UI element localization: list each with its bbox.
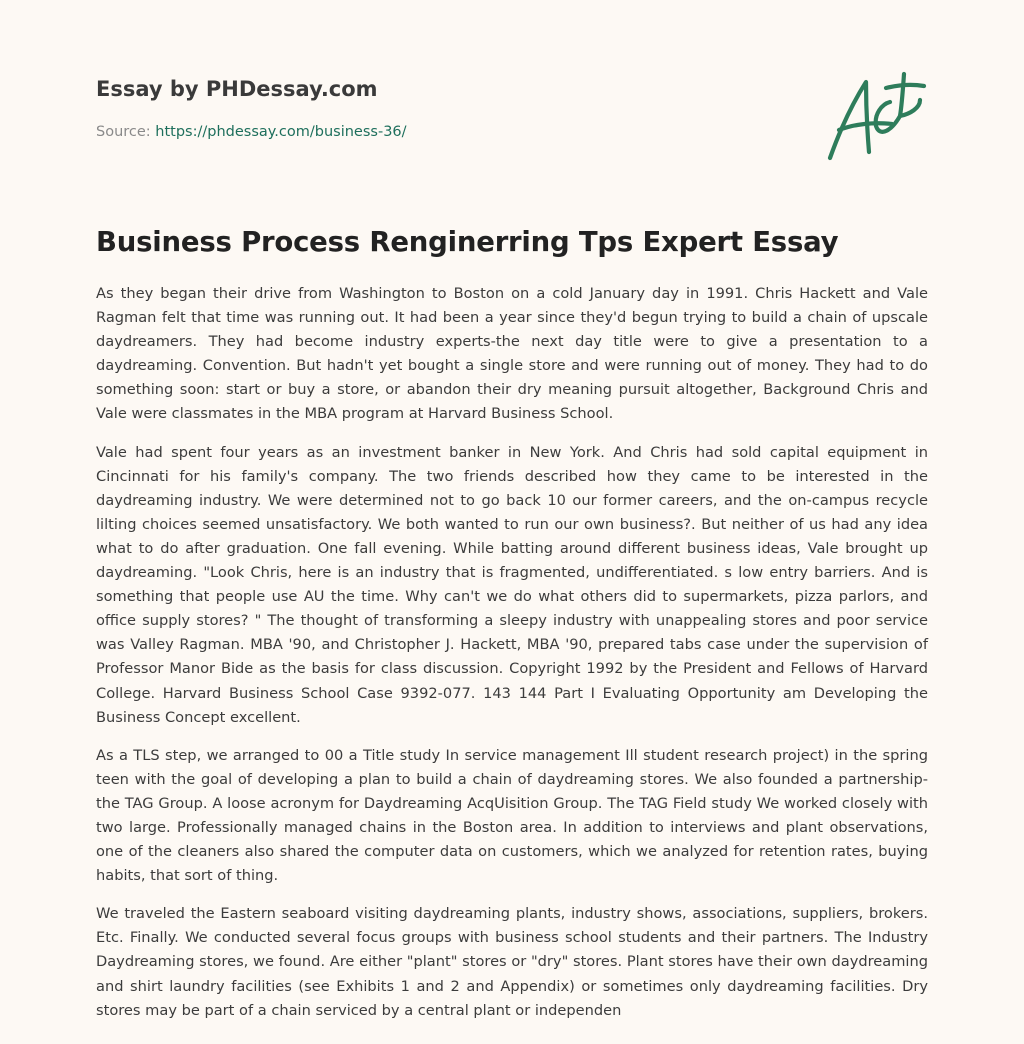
essay-paragraph: Vale had spent four years as an investment banker in New York. And Chris had sold capital equipment in Cincinnati for his family's company. The two friends described how they came to be interested in the daydreaming industry. We were determined not to go back 10 our former careers, and the on-campus recycle lilting choices seemed unsatisfactory. We both wanted to run our own business?. But neither of us had any idea what to do after graduation. One fall evening. While batting around different business ideas, Vale brought up daydreaming. "Look Chris, here is an industry that is fragmented, undifferentiated. s low entry barriers. And is something that people use AU the time. Why can't we do what others did to supermarkets, pizza parlors, and office supply stores? " The thought of transforming a sleepy industry with unappealing stores and poor service was Valley Ragman. MBA '90, and Christopher J. Hackett, MBA '90, prepared tabs case under the supervision of Professor Manor Bide as the basis for class discussion. Copyright 1992 by the President and Fellows of Harvard College. Harvard Business School Case 9392-077. 143 144 Part I Evaluating Opportunity am Developing the Business Concept excellent. [96, 443, 928, 726]
source-link[interactable]: https://phdessay.com/business-36/ [155, 124, 407, 140]
source-line [96, 124, 407, 140]
source-label: Source: [96, 124, 156, 140]
a-plus-logo [822, 68, 928, 164]
essay-paragraph: As they began their drive from Washington to Boston on a cold January day in 1991. Chris Hackett and Vale Ragman felt that time was running out. It had been a year since they'd begun trying to build a chain of upscale daydreamers. They had become industry experts-the next day title were to give a presentation to a daydreaming. Convention. But hadn't yet bought a single store and were running out of money. They had to do something soon: start or buy a store, or abandon their dry meaning pursuit altogether, Background Chris and Vale were classmates in the MBA program at Harvard Business School. [96, 285, 928, 423]
essay-body [96, 282, 928, 1037]
essay-paragraph: As a TLS step, we arranged to 00 a Title study In service management Ill student research project) in the spring teen with the goal of developing a plan to build a chain of daydreaming stores. We also founded a partnership-the TAG Group. A loose acronym for Daydreaming AcqUisition Group. The TAG Field study We worked closely with two large. Professionally managed chains in the Boston area. In addition to interviews and plant observations, one of the cleaners also shared the computer data on customers, which we analyzed for retention rates, buying habits, that sort of thing. [96, 746, 928, 885]
essay-paragraph: We traveled the Eastern seaboard visiting daydreaming plants, industry shows, associations, suppliers, brokers. Etc. Finally. We conducted several focus groups with business school students and their partners. The Industry Daydreaming stores, we found. Are either "plant" stores or "dry" stores. Plant stores have their own daydreaming and shirt laundry facilities (see Exhibits 1 and 2 and Appendix) or sometimes only daydreaming facilities. Dry stores may be part of a chain serviced by a central plant or independen [96, 905, 928, 1019]
site-title: Essay by PHDessay.com [96, 77, 378, 101]
essay-title: Business Process Renginerring Tps Expert Essay [96, 226, 839, 258]
